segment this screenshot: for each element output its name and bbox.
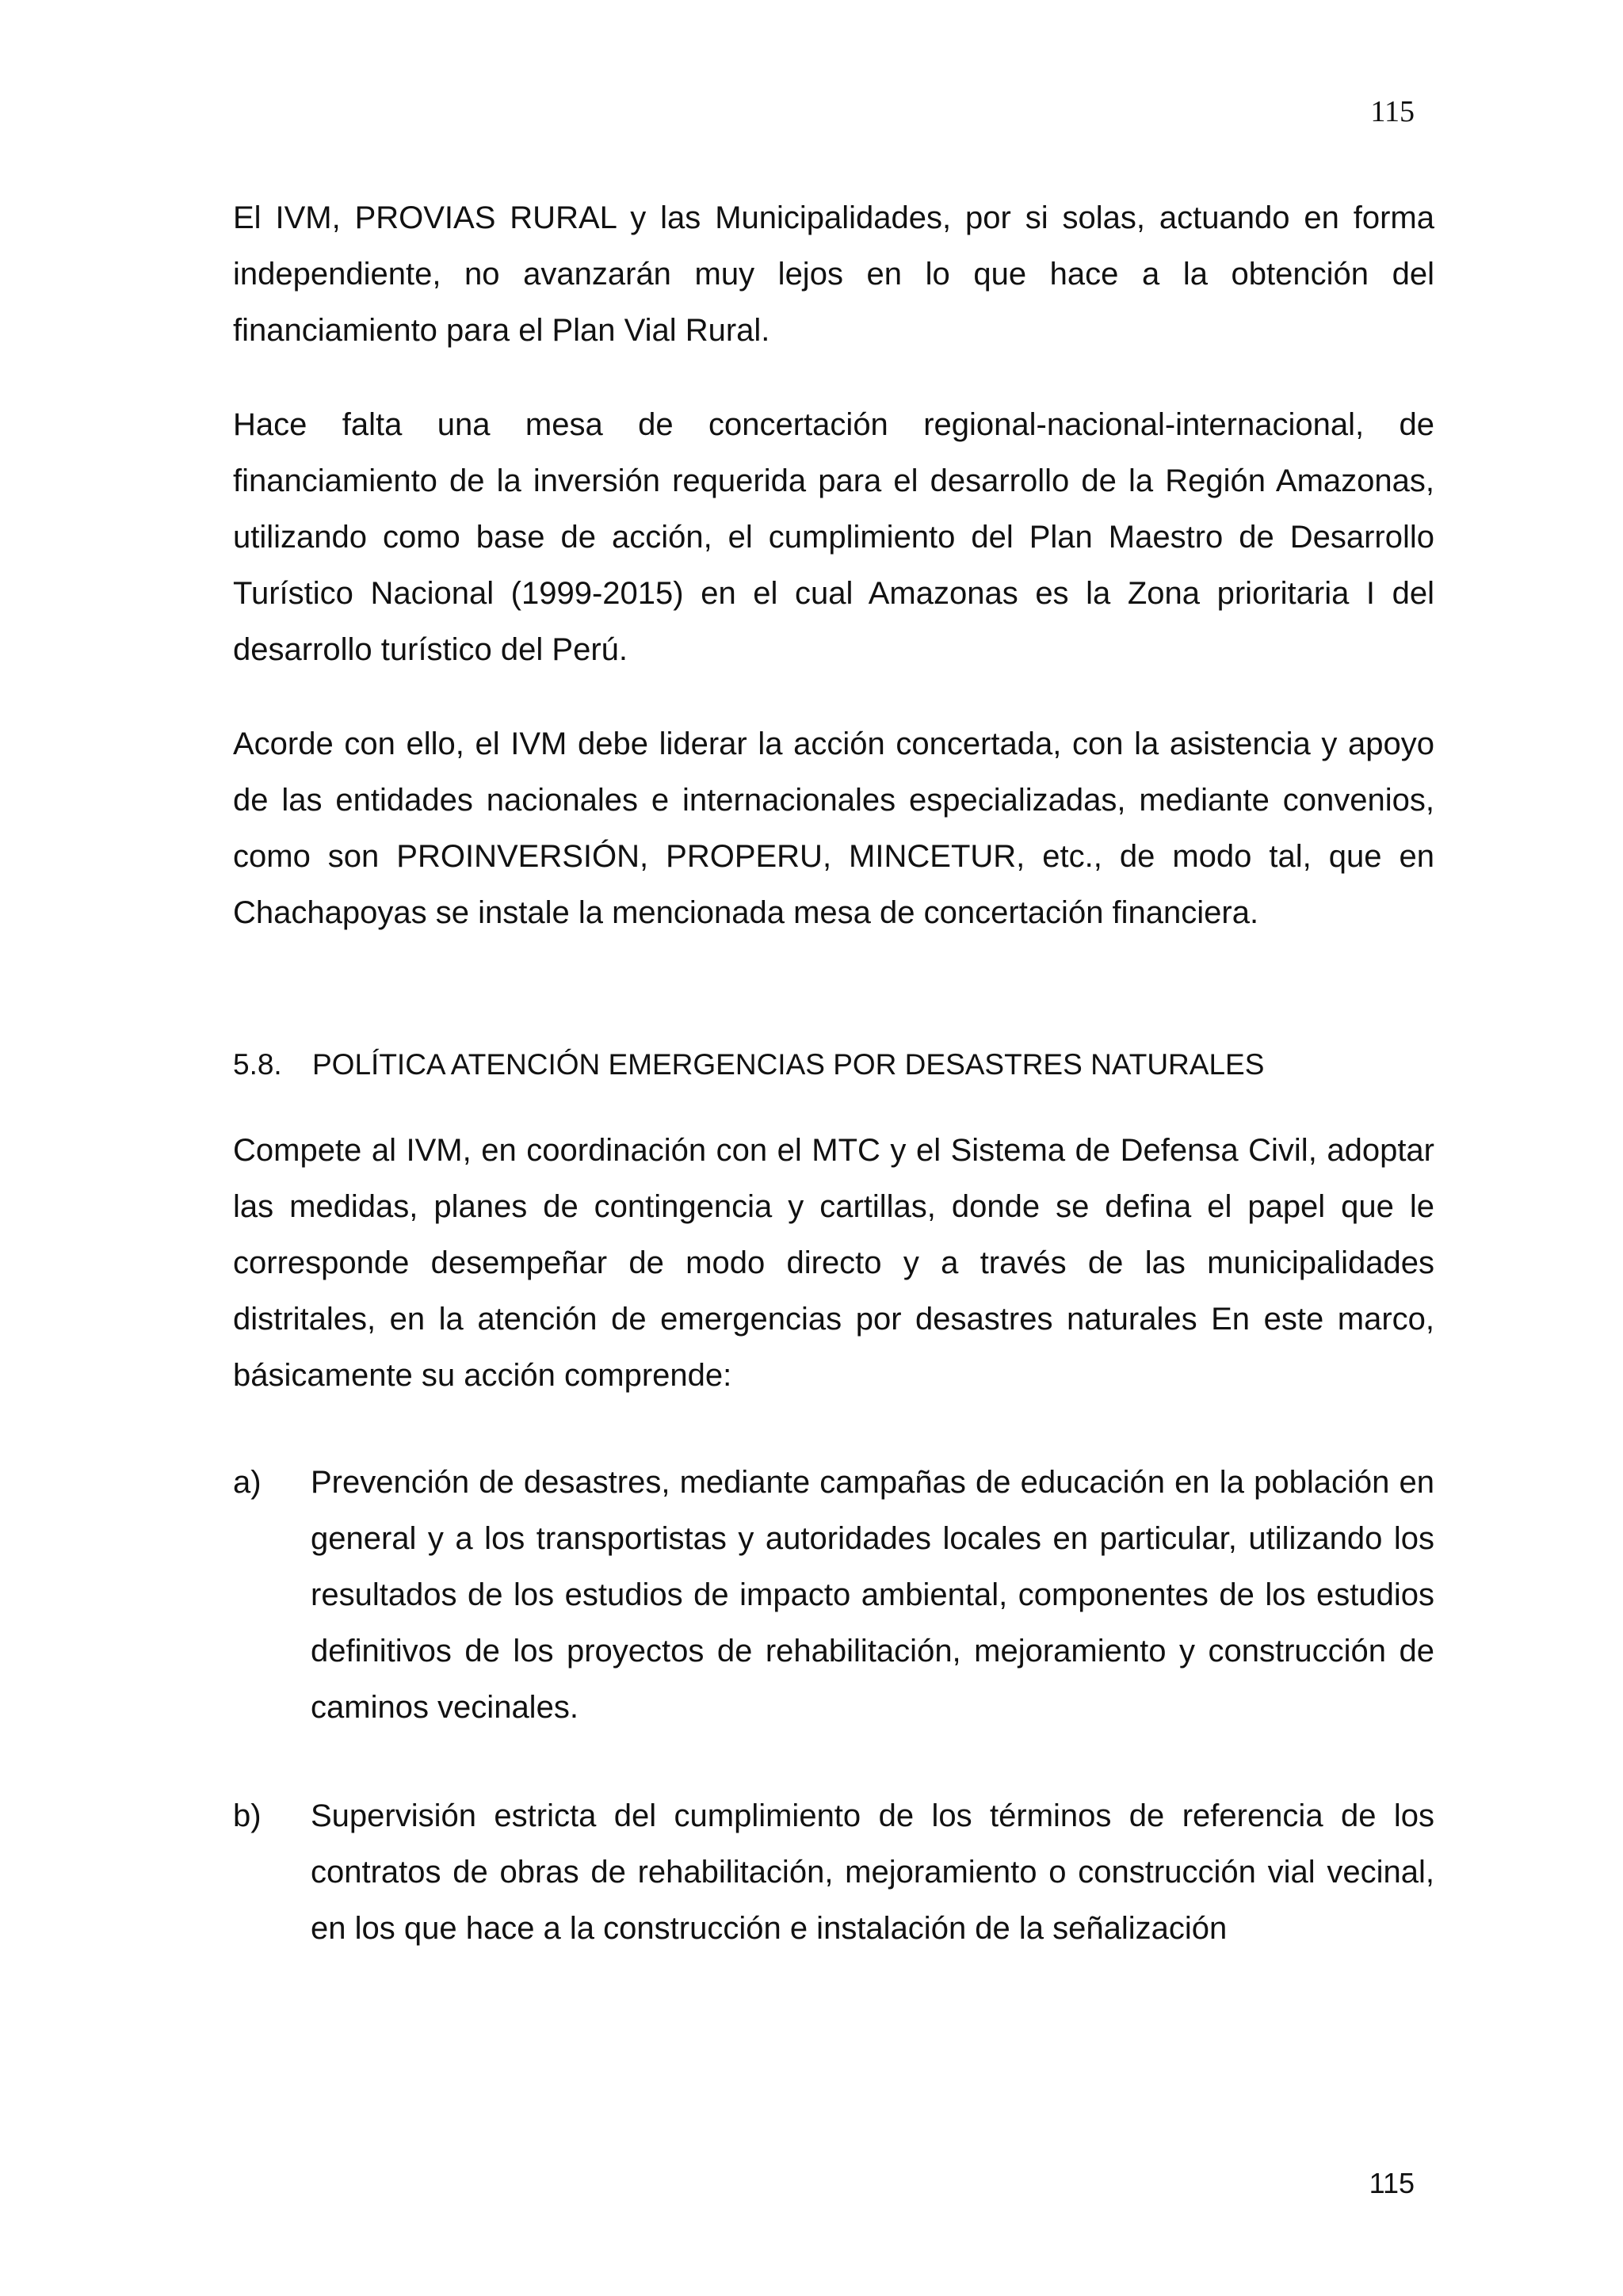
list-item bbox=[233, 1788, 1434, 1957]
paragraph-financing-independence: El IVM, PROVIAS RURAL y las Municipalidades, por si solas, actuando en forma independiente, no avanzarán muy lejos en lo que hace a la obtención del financiamiento para el Plan Vial Rural. bbox=[233, 200, 1434, 348]
list-item bbox=[233, 1455, 1434, 1736]
list-item-text: Supervisión estricta del cumplimiento de los términos de referencia de los contratos de obras de rehabilitación, mejoramiento o construcción vial vecinal, en los que hace a la construcción e instalación de la señalización bbox=[311, 1798, 1434, 1946]
list-marker: b) bbox=[233, 1798, 262, 1833]
list-marker: a) bbox=[233, 1465, 262, 1500]
page-number-bottom: 115 bbox=[1369, 2167, 1415, 2199]
document-body bbox=[233, 190, 1434, 2009]
section-title: POLÍTICA ATENCIÓN EMERGENCIAS POR DESASTRES NATURALES bbox=[312, 1048, 1265, 1081]
list-item-text: Prevención de desastres, mediante campañas de educación en la población en general y a los transportistas y autoridades locales en particular, utilizando los resultados de los estudios de impacto ambiental, componentes de los estudios definitivos de los proyectos de rehabilitación, mejoramiento y construcción de caminos vecinales. bbox=[311, 1465, 1434, 1725]
paragraph-ivm-leadership: Acorde con ello, el IVM debe liderar la acción concertada, con la asistencia y apoyo de las entidades nacionales e internacionales especializadas, mediante convenios, como son PROINVERSIÓN, PROPERU, MINCETUR, etc., de modo tal, que en Chachapoyas se instale la mencionada mesa de concertación financiera. bbox=[233, 727, 1434, 930]
section-intro-paragraph: Compete al IVM, en coordinación con el MTC y el Sistema de Defensa Civil, adoptar las medidas, planes de contingencia y cartillas, donde se defina el papel que le corresponde desempeñar de modo directo y a través de las municipalidades distritales, en la atención de emergencias por desastres naturales En este marco, básicamente su acción comprende: bbox=[233, 1133, 1434, 1393]
paragraph-concertation-table: Hace falta una mesa de concertación regional-nacional-internacional, de financiamiento de la inversión requerida para el desarrollo de la Región Amazonas, utilizando como base de acción, el cumplimiento del Plan Maestro de Desarrollo Turístico Nacional (1999-2015) en el cual Amazonas es la Zona prioritaria I del desarrollo turístico del Perú. bbox=[233, 407, 1434, 667]
page-number-top: 115 bbox=[1370, 95, 1415, 128]
section-number: 5.8. bbox=[233, 1048, 282, 1081]
section-heading bbox=[233, 1036, 1434, 1093]
